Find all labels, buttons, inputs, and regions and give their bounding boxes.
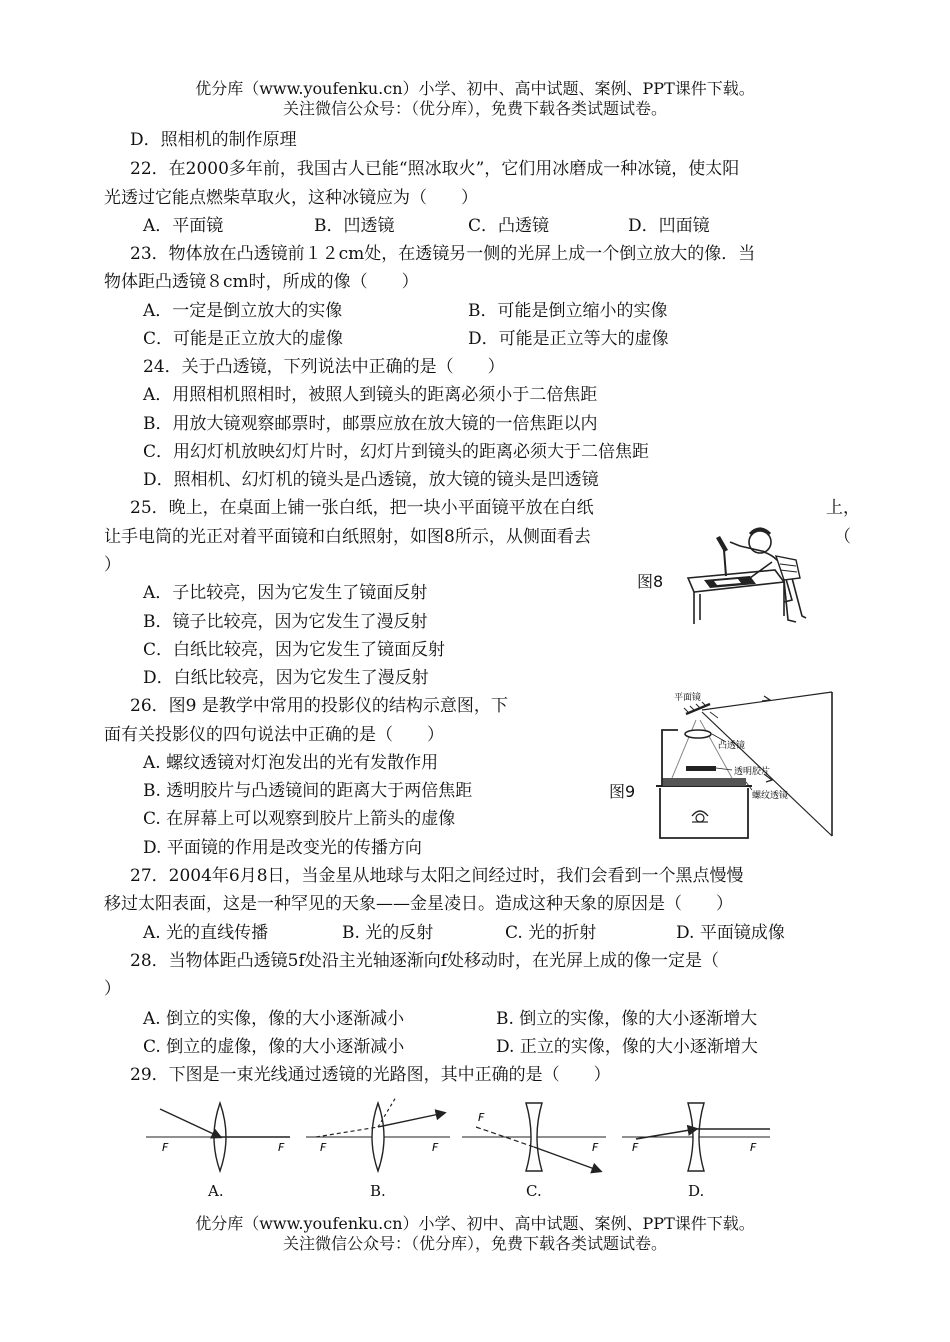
header-line-2: 关注微信公众号：（优分库），免费下载各类试题试卷。 [282, 99, 667, 118]
diagram-b [306, 1097, 450, 1171]
q28-stem-line-2: ） [104, 979, 121, 999]
q23-stem-line-2: 物体距凸透镜８cm时，所成的像（ ） [104, 272, 419, 292]
q29-label-b: B. [370, 1182, 386, 1200]
q23-option-d: D．可能是正立等大的虚像 [468, 329, 669, 349]
q28-option-a: A. 倒立的实像，像的大小逐渐减小 [143, 1009, 405, 1029]
diagram-a-focal-right: F [278, 1141, 285, 1154]
footer-line-2: 关注微信公众号：（优分库），免费下载各类试题试卷。 [282, 1234, 667, 1253]
q23-option-b: B．可能是倒立缩小的实像 [468, 301, 668, 321]
q28-option-d: D. 正立的实像，像的大小逐渐增大 [496, 1037, 758, 1057]
q28-option-c: C. 倒立的虚像，像的大小逐渐减小 [143, 1037, 405, 1057]
q21-option-d: D．照相机的制作原理 [130, 130, 297, 150]
q26-stem-line-2: 面有关投影仪的四句说法中正确的是（ ） [104, 725, 444, 745]
q25-stem-line-3: ） [104, 555, 121, 575]
diagram-a-focal-left: F [162, 1141, 169, 1154]
diagram-b-focal-left: F [320, 1141, 327, 1154]
q24-option-c: C．用幻灯机放映幻灯片时，幻灯片到镜头的距离必须大于二倍焦距 [143, 442, 650, 462]
q24-option-a: A．用照相机照相时，被照人到镜头的距离必须小于二倍焦距 [143, 385, 598, 405]
q26-option-c: C. 在屏幕上可以观察到胶片上箭头的虚像 [143, 809, 456, 829]
diagram-c-focal-right: F [592, 1141, 599, 1154]
diagram-c-focal-left: F [478, 1111, 485, 1124]
q29-label-c: C. [526, 1182, 542, 1200]
q25-stem-line-1-end: 上， [826, 498, 860, 518]
q29-label-d: D. [688, 1182, 705, 1200]
q27-option-b: B. 光的反射 [342, 923, 434, 943]
diagram-b-focal-right: F [432, 1141, 439, 1154]
diagram-d [622, 1103, 770, 1171]
q27-option-d: D. 平面镜成像 [676, 923, 785, 943]
q22-stem-line-1: 22．在2000多年前，我国古人已能“照冰取火”，它们用冰磨成一种冰镜，使太阳 [130, 159, 740, 179]
q27-stem-line-1: 27．2004年6月8日，当金星从地球与太阳之间经过时，我们会看到一个黑点慢慢 [130, 866, 744, 886]
q24-stem: 24．关于凸透镜，下列说法中正确的是（ ） [143, 357, 505, 377]
diagram-a [146, 1103, 290, 1171]
q26-stem-line-1: 26．图9 是教学中常用的投影仪的结构示意图，下 [130, 696, 508, 716]
q25-stem-line-2: 让手电筒的光正对着平面镜和白纸照射，如图8所示，从侧面看去 [104, 527, 591, 547]
diagram-d-focal-right: F [750, 1141, 757, 1154]
q22-stem-line-2: 光透过它能点燃柴草取火，这种冰镜应为（ ） [104, 188, 478, 208]
q26-option-d: D. 平面镜的作用是改变光的传播方向 [143, 838, 422, 858]
q24-option-b: B．用放大镜观察邮票时，邮票应放在放大镜的一倍焦距以内 [143, 414, 598, 434]
q25-option-c: C．白纸比较亮，因为它发生了镜面反射 [143, 640, 446, 660]
figure-8-illustration [680, 520, 810, 630]
q26-option-b: B. 透明胶片与凸透镜间的距离大于两倍焦距 [143, 781, 473, 801]
q23-stem-line-1: 23．物体放在凸透镜前１２cm处，在透镜另一侧的光屏上成一个倒立放大的像．当 [130, 244, 756, 264]
q27-option-a: A. 光的直线传播 [143, 923, 269, 943]
q29-label-a: A. [208, 1182, 224, 1200]
label-film: 透明胶片 [734, 767, 771, 777]
q22-option-b: B．凹透镜 [314, 216, 395, 236]
q28-stem-line-1: 28．当物体距凸透镜5f处沿主光轴逐渐向f处移动时，在光屏上成的像一定是（ [130, 951, 720, 971]
q26-option-a: A. 螺纹透镜对灯泡发出的光有发散作用 [143, 753, 439, 773]
q25-option-b: B．镜子比较亮，因为它发生了漫反射 [143, 612, 428, 632]
q23-option-a: A．一定是倒立放大的实像 [143, 301, 343, 321]
q27-stem-line-2: 移过太阳表面，这是一种罕见的天象——金星凌日。造成这种天象的原因是（ ） [104, 894, 733, 914]
figure-9-caption: 图9 [609, 782, 636, 801]
figure-8-caption: 图8 [637, 572, 664, 591]
q24-option-d: D．照相机、幻灯机的镜头是凸透镜，放大镜的镜头是凹透镜 [143, 470, 599, 490]
q23-option-c: C．可能是正立放大的虚像 [143, 329, 344, 349]
q25-stem-line-1: 25．晚上，在桌面上铺一张白纸，把一块小平面镜平放在白纸 [130, 498, 594, 518]
diagram-c [462, 1103, 606, 1171]
q25-option-a: A．子比较亮，因为它发生了镜面反射 [143, 583, 428, 603]
q25-option-d: D．白纸比较亮，因为它发生了漫反射 [143, 668, 429, 688]
q22-option-d: D．凹面镜 [628, 216, 710, 236]
label-convex-lens: 凸透镜 [718, 741, 746, 751]
label-fresnel-lens: 螺纹透镜 [752, 791, 789, 801]
footer-line-1: 优分库（www.youfenku.cn）小学、初中、高中试题、案例、PPT课件下载。 [195, 1214, 755, 1233]
q28-option-b: B. 倒立的实像，像的大小逐渐增大 [496, 1009, 758, 1029]
q29-stem: 29．下图是一束光线通过透镜的光路图，其中正确的是（ ） [130, 1065, 611, 1085]
header-line-1: 优分库（www.youfenku.cn）小学、初中、高中试题、案例、PPT课件下载。 [195, 79, 755, 98]
q27-option-c: C. 光的折射 [505, 923, 597, 943]
figure-9-illustration [652, 690, 837, 842]
q22-option-a: A．平面镜 [143, 216, 224, 236]
q22-option-c: C．凸透镜 [468, 216, 550, 236]
diagram-d-focal-left: F [632, 1141, 639, 1154]
q25-stem-line-2-end: （ [834, 527, 851, 547]
label-plane-mirror: 平面镜 [674, 693, 702, 703]
